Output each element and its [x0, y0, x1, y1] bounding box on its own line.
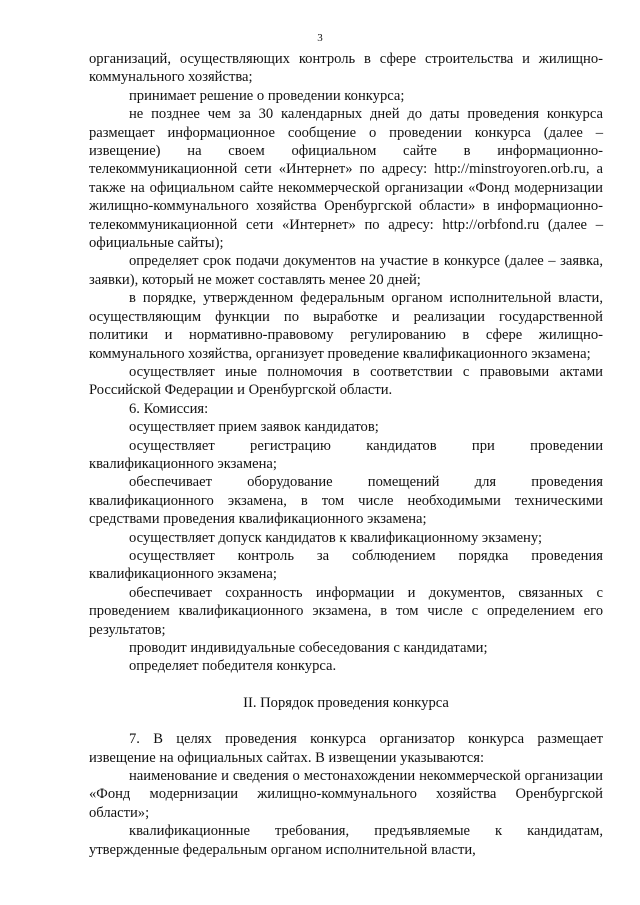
paragraph: принимает решение о проведении конкурса;: [129, 87, 405, 104]
paragraph: осуществляет допуск кандидатов к квалификационному экзамену;: [129, 529, 543, 546]
paragraph: квалификационные требования, предъявляемые к кандидатам, утвержденные федеральным органом исполнительной власти,: [89, 823, 603, 858]
paragraph: не позднее чем за 30 календарных дней до даты проведения конкурса размещает информационное сообщение о проведении конкурса (далее – извещение) на своем официальном сайте в информационно-телекоммуникационной сети «Интернет» по адресу: http://minstroyoren.orb.ru, а также на официальном сайте некоммерческой организации «Фонд модернизации жилищно-коммунального хозяйства Оренбургской области» в информационно-телекоммуникационной сети «Интернет» по адресу: http://orbfond.ru (далее – официальные сайты);: [89, 106, 603, 252]
paragraph: проводит индивидуальные собеседования с кандидатами;: [129, 640, 488, 656]
section-heading: II. Порядок проведения конкурса: [243, 694, 449, 711]
paragraph: обеспечивает сохранность информации и документов, связанных с проведением квалификационного экзамена, в том числе с определением его результатов;: [89, 584, 603, 638]
paragraph: обеспечивает оборудование помещений для проведения квалификационного экзамена, в том числе необходимыми техническими средствами проведения квалификационного экзамена;: [89, 474, 603, 528]
paragraph: осуществляет прием заявок кандидатов;: [129, 419, 379, 436]
paragraph: определяет победителя конкурса.: [129, 658, 337, 675]
paragraph: определяет срок подачи документов на участие в конкурсе (далее – заявка, заявки), который не может составлять менее 20 дней;: [89, 253, 603, 288]
paragraph: наименование и сведения о местонахождении некоммерческой организации «Фонд модернизации жилищно-коммунального хозяйства Оренбургской области»;: [89, 768, 603, 821]
paragraph: осуществляет контроль за соблюдением порядка проведения квалификационного экзамена;: [89, 547, 603, 583]
document-body: [89, 50, 603, 859]
paragraph: осуществляет иные полномочия в соответствии с правовыми актами Российской Федерации и Оренбургской области.: [89, 363, 603, 399]
paragraph: 6. Комиссия:: [129, 400, 209, 417]
page-number: 3: [317, 32, 323, 44]
paragraph: в порядке, утвержденном федеральным органом исполнительной власти, осуществляющим функции по выработке и реализации государственной политики и нормативно-правовому регулированию в сфере жилищно-коммунального хозяйства, организует проведение квалификационного экзамена;: [89, 290, 603, 362]
paragraph: 7. В целях проведения конкурса организатор конкурса размещает извещение на официальных сайтах. В извещении указываются:: [89, 731, 603, 766]
paragraph: организаций, осуществляющих контроль в сфере строительства и жилищно-коммунального хозяйства;: [89, 51, 603, 86]
paragraph: осуществляет регистрацию кандидатов при проведении квалификационного экзамена;: [89, 437, 603, 472]
